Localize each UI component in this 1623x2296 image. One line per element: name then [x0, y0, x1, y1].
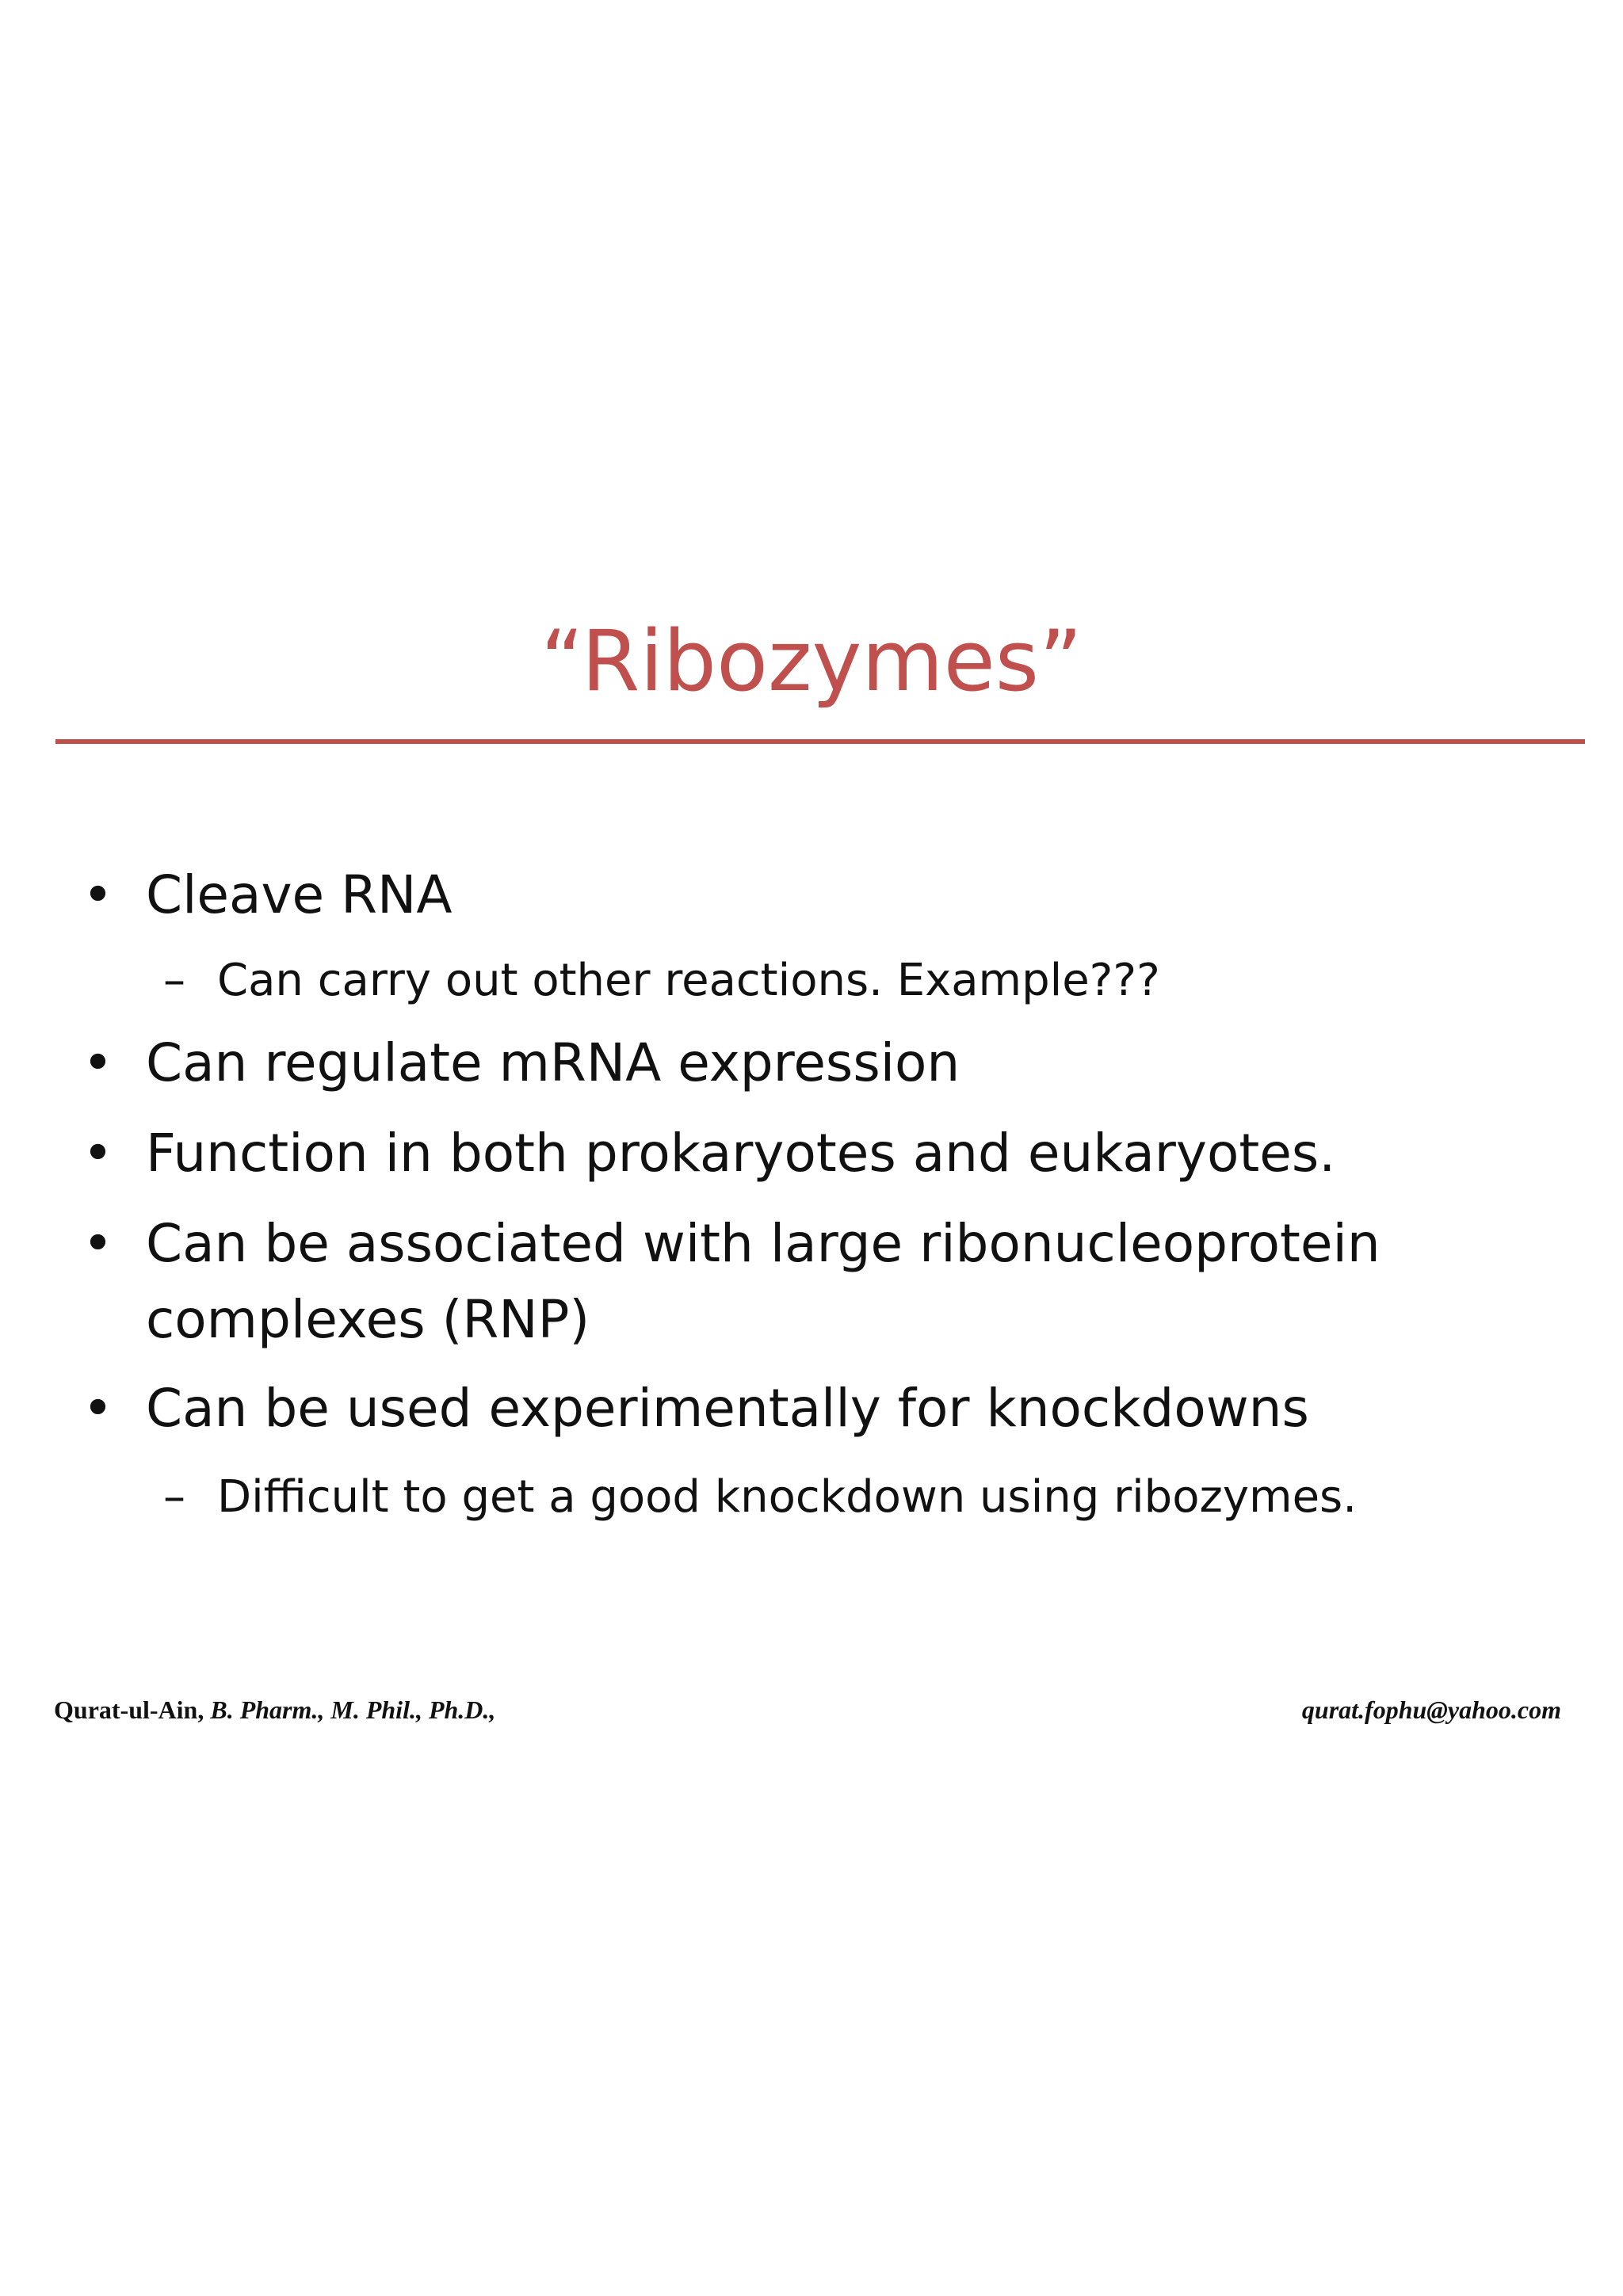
bullet-dot-icon: • — [82, 1378, 113, 1439]
sub-bullet-item — [163, 949, 1564, 1013]
bullet-text: Can regulate mRNA expression — [146, 1032, 960, 1093]
bullet-text: Can be associated with large ribonucleoprotein complexes (RNP) — [146, 1213, 1381, 1350]
footer-author — [54, 1695, 495, 1725]
author-credentials: B. Pharm., M. Phil., Ph.D., — [204, 1695, 496, 1724]
dash-icon: – — [163, 1471, 185, 1523]
slide-title: “Ribozymes” — [540, 612, 1083, 710]
footer-email: qurat.fophu@yahoo.com — [1301, 1695, 1561, 1724]
bullet-dot-icon: • — [82, 864, 113, 925]
bullet-dot-icon: • — [82, 1123, 113, 1184]
author-name: Qurat-ul-Ain, — [54, 1695, 204, 1724]
bullet-dot-icon: • — [82, 1213, 113, 1274]
bullet-text: Cleave RNA — [146, 864, 453, 925]
sub-bullet-text: Can carry out other reactions. Example??? — [217, 955, 1160, 1006]
bullet-item — [82, 1206, 1430, 1358]
bullet-item — [82, 857, 1572, 933]
sub-bullet-item — [163, 1466, 1564, 1529]
bullet-item — [82, 1116, 1572, 1192]
bullet-text: Can be used experimentally for knockdowns — [146, 1378, 1309, 1439]
bullet-dot-icon: • — [82, 1032, 113, 1093]
bullet-text: Function in both prokaryotes and eukaryotes. — [146, 1123, 1336, 1184]
sub-bullet-text: Difficult to get a good knockdown using ribozymes. — [217, 1471, 1358, 1523]
bullet-item — [82, 1025, 1572, 1101]
dash-icon: – — [163, 955, 185, 1006]
bullet-item — [82, 1371, 1572, 1447]
title-divider — [55, 739, 1585, 744]
